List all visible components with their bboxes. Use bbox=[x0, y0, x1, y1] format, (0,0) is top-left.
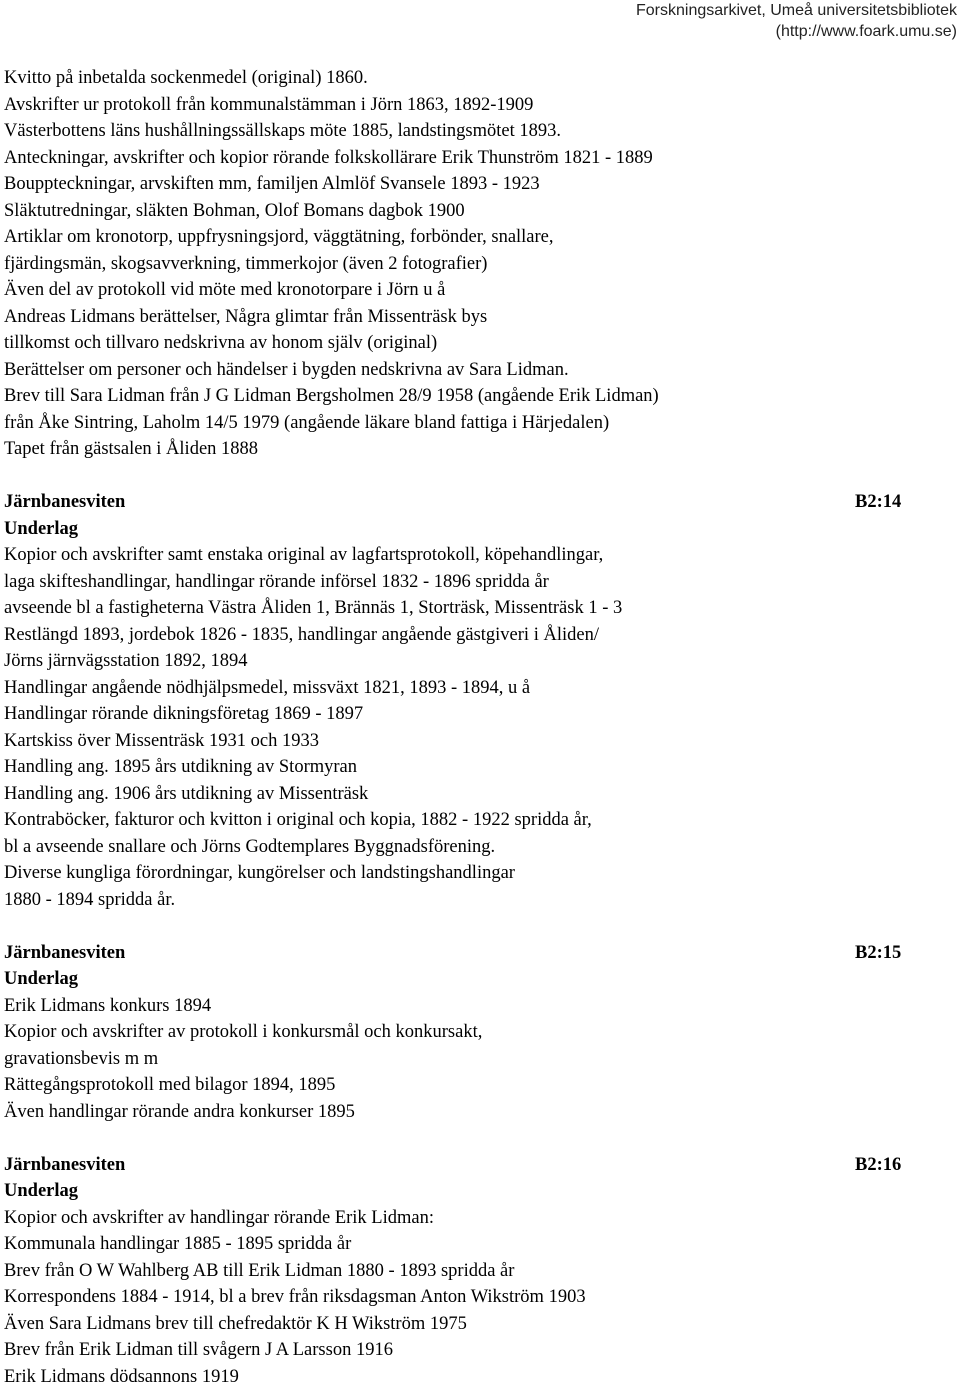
intro-line: Anteckningar, avskrifter och kopior rörande folkskollärare Erik Thunström 1821 - 1889 bbox=[4, 145, 954, 172]
section-title: Järnbanesviten bbox=[4, 492, 125, 512]
section-subtitle: Underlag bbox=[4, 1178, 954, 1205]
intro-line: Släktutredningar, släkten Bohman, Olof Bomans dagbok 1900 bbox=[4, 198, 954, 225]
section-b2-15 bbox=[4, 940, 954, 1126]
section-line: Diverse kungliga förordningar, kungörelser och landstingshandlingar bbox=[4, 860, 954, 887]
section-line: Kopior och avskrifter samt enstaka original av lagfartsprotokoll, köpehandlingar, bbox=[4, 542, 954, 569]
section-heading bbox=[4, 940, 954, 967]
section-heading bbox=[4, 1152, 954, 1179]
header-url: (http://www.foark.umu.se) bbox=[636, 21, 957, 42]
section-heading bbox=[4, 489, 954, 516]
section-line: Kopior och avskrifter av handlingar rörande Erik Lidman: bbox=[4, 1205, 954, 1232]
section-line: Erik Lidmans konkurs 1894 bbox=[4, 993, 954, 1020]
section-b2-14 bbox=[4, 489, 954, 913]
intro-line: från Åke Sintring, Laholm 14/5 1979 (angående läkare bland fattiga i Härjedalen) bbox=[4, 410, 954, 437]
section-line: Jörns järnvägsstation 1892, 1894 bbox=[4, 648, 954, 675]
section-subtitle: Underlag bbox=[4, 516, 954, 543]
intro-line: Andreas Lidmans berättelser, Några glimtar från Missenträsk bys bbox=[4, 304, 954, 331]
intro-line: tillkomst och tillvaro nedskrivna av honom själv (original) bbox=[4, 330, 954, 357]
section-code: B2:14 bbox=[855, 489, 901, 516]
section-line: Restlängd 1893, jordebok 1826 - 1835, handlingar angående gästgiveri i Åliden/ bbox=[4, 622, 954, 649]
intro-line: Avskrifter ur protokoll från kommunalstämman i Jörn 1863, 1892-1909 bbox=[4, 92, 954, 119]
intro-block bbox=[4, 65, 954, 463]
section-line: Kopior och avskrifter av protokoll i konkursmål och konkursakt, bbox=[4, 1019, 954, 1046]
intro-line: Tapet från gästsalen i Åliden 1888 bbox=[4, 436, 954, 463]
section-line: Handlingar angående nödhjälpsmedel, missväxt 1821, 1893 - 1894, u å bbox=[4, 675, 954, 702]
intro-line: Brev till Sara Lidman från J G Lidman Bergsholmen 28/9 1958 (angående Erik Lidman) bbox=[4, 383, 954, 410]
section-gap bbox=[4, 913, 954, 940]
section-line: bl a avseende snallare och Jörns Godtemplares Byggnadsförening. bbox=[4, 834, 954, 861]
section-gap bbox=[4, 1125, 954, 1152]
intro-line: Kvitto på inbetalda sockenmedel (original) 1860. bbox=[4, 65, 954, 92]
section-line: avseende bl a fastigheterna Västra Åliden 1, Brännäs 1, Storträsk, Missenträsk 1 - 3 bbox=[4, 595, 954, 622]
section-title: Järnbanesviten bbox=[4, 1155, 125, 1175]
section-line: Rättegångsprotokoll med bilagor 1894, 1895 bbox=[4, 1072, 954, 1099]
section-line: Handling ang. 1906 års utdikning av Missenträsk bbox=[4, 781, 954, 808]
intro-line: Västerbottens läns hushållningssällskaps möte 1885, landstingsmötet 1893. bbox=[4, 118, 954, 145]
section-line: Brev från O W Wahlberg AB till Erik Lidman 1880 - 1893 spridda år bbox=[4, 1258, 954, 1285]
section-line: laga skifteshandlingar, handlingar rörande införsel 1832 - 1896 spridda år bbox=[4, 569, 954, 596]
section-title: Järnbanesviten bbox=[4, 943, 125, 963]
section-subtitle: Underlag bbox=[4, 966, 954, 993]
section-line: Även handlingar rörande andra konkurser 1895 bbox=[4, 1099, 954, 1126]
header-archive-name: Forskningsarkivet, Umeå universitetsbibliotek bbox=[636, 0, 957, 21]
section-b2-16 bbox=[4, 1152, 954, 1390]
section-line: Erik Lidmans dödsannons 1919 bbox=[4, 1364, 954, 1390]
intro-line: Artiklar om kronotorp, uppfrysningsjord, väggtätning, forbönder, snallare, bbox=[4, 224, 954, 251]
section-line: Brev från Erik Lidman till svågern J A Larsson 1916 bbox=[4, 1337, 954, 1364]
section-line: gravationsbevis m m bbox=[4, 1046, 954, 1073]
section-code: B2:16 bbox=[855, 1152, 901, 1179]
section-line: Kontraböcker, fakturor och kvitton i original och kopia, 1882 - 1922 spridda år, bbox=[4, 807, 954, 834]
section-line: Kommunala handlingar 1885 - 1895 spridda år bbox=[4, 1231, 954, 1258]
document-body bbox=[4, 65, 954, 1390]
section-line: Korrespondens 1884 - 1914, bl a brev från riksdagsman Anton Wikström 1903 bbox=[4, 1284, 954, 1311]
section-line: Handlingar rörande dikningsföretag 1869 - 1897 bbox=[4, 701, 954, 728]
intro-line: Även del av protokoll vid möte med kronotorpare i Jörn u å bbox=[4, 277, 954, 304]
section-line: Även Sara Lidmans brev till chefredaktör K H Wikström 1975 bbox=[4, 1311, 954, 1338]
section-line: Kartskiss över Missenträsk 1931 och 1933 bbox=[4, 728, 954, 755]
intro-line: Bouppteckningar, arvskiften mm, familjen Almlöf Svansele 1893 - 1923 bbox=[4, 171, 954, 198]
page-header bbox=[636, 0, 957, 42]
intro-line: Berättelser om personer och händelser i bygden nedskrivna av Sara Lidman. bbox=[4, 357, 954, 384]
section-line: Handling ang. 1895 års utdikning av Stormyran bbox=[4, 754, 954, 781]
section-gap bbox=[4, 463, 954, 490]
section-code: B2:15 bbox=[855, 940, 901, 967]
section-line: 1880 - 1894 spridda år. bbox=[4, 887, 954, 914]
intro-line: fjärdingsmän, skogsavverkning, timmerkojor (även 2 fotografier) bbox=[4, 251, 954, 278]
